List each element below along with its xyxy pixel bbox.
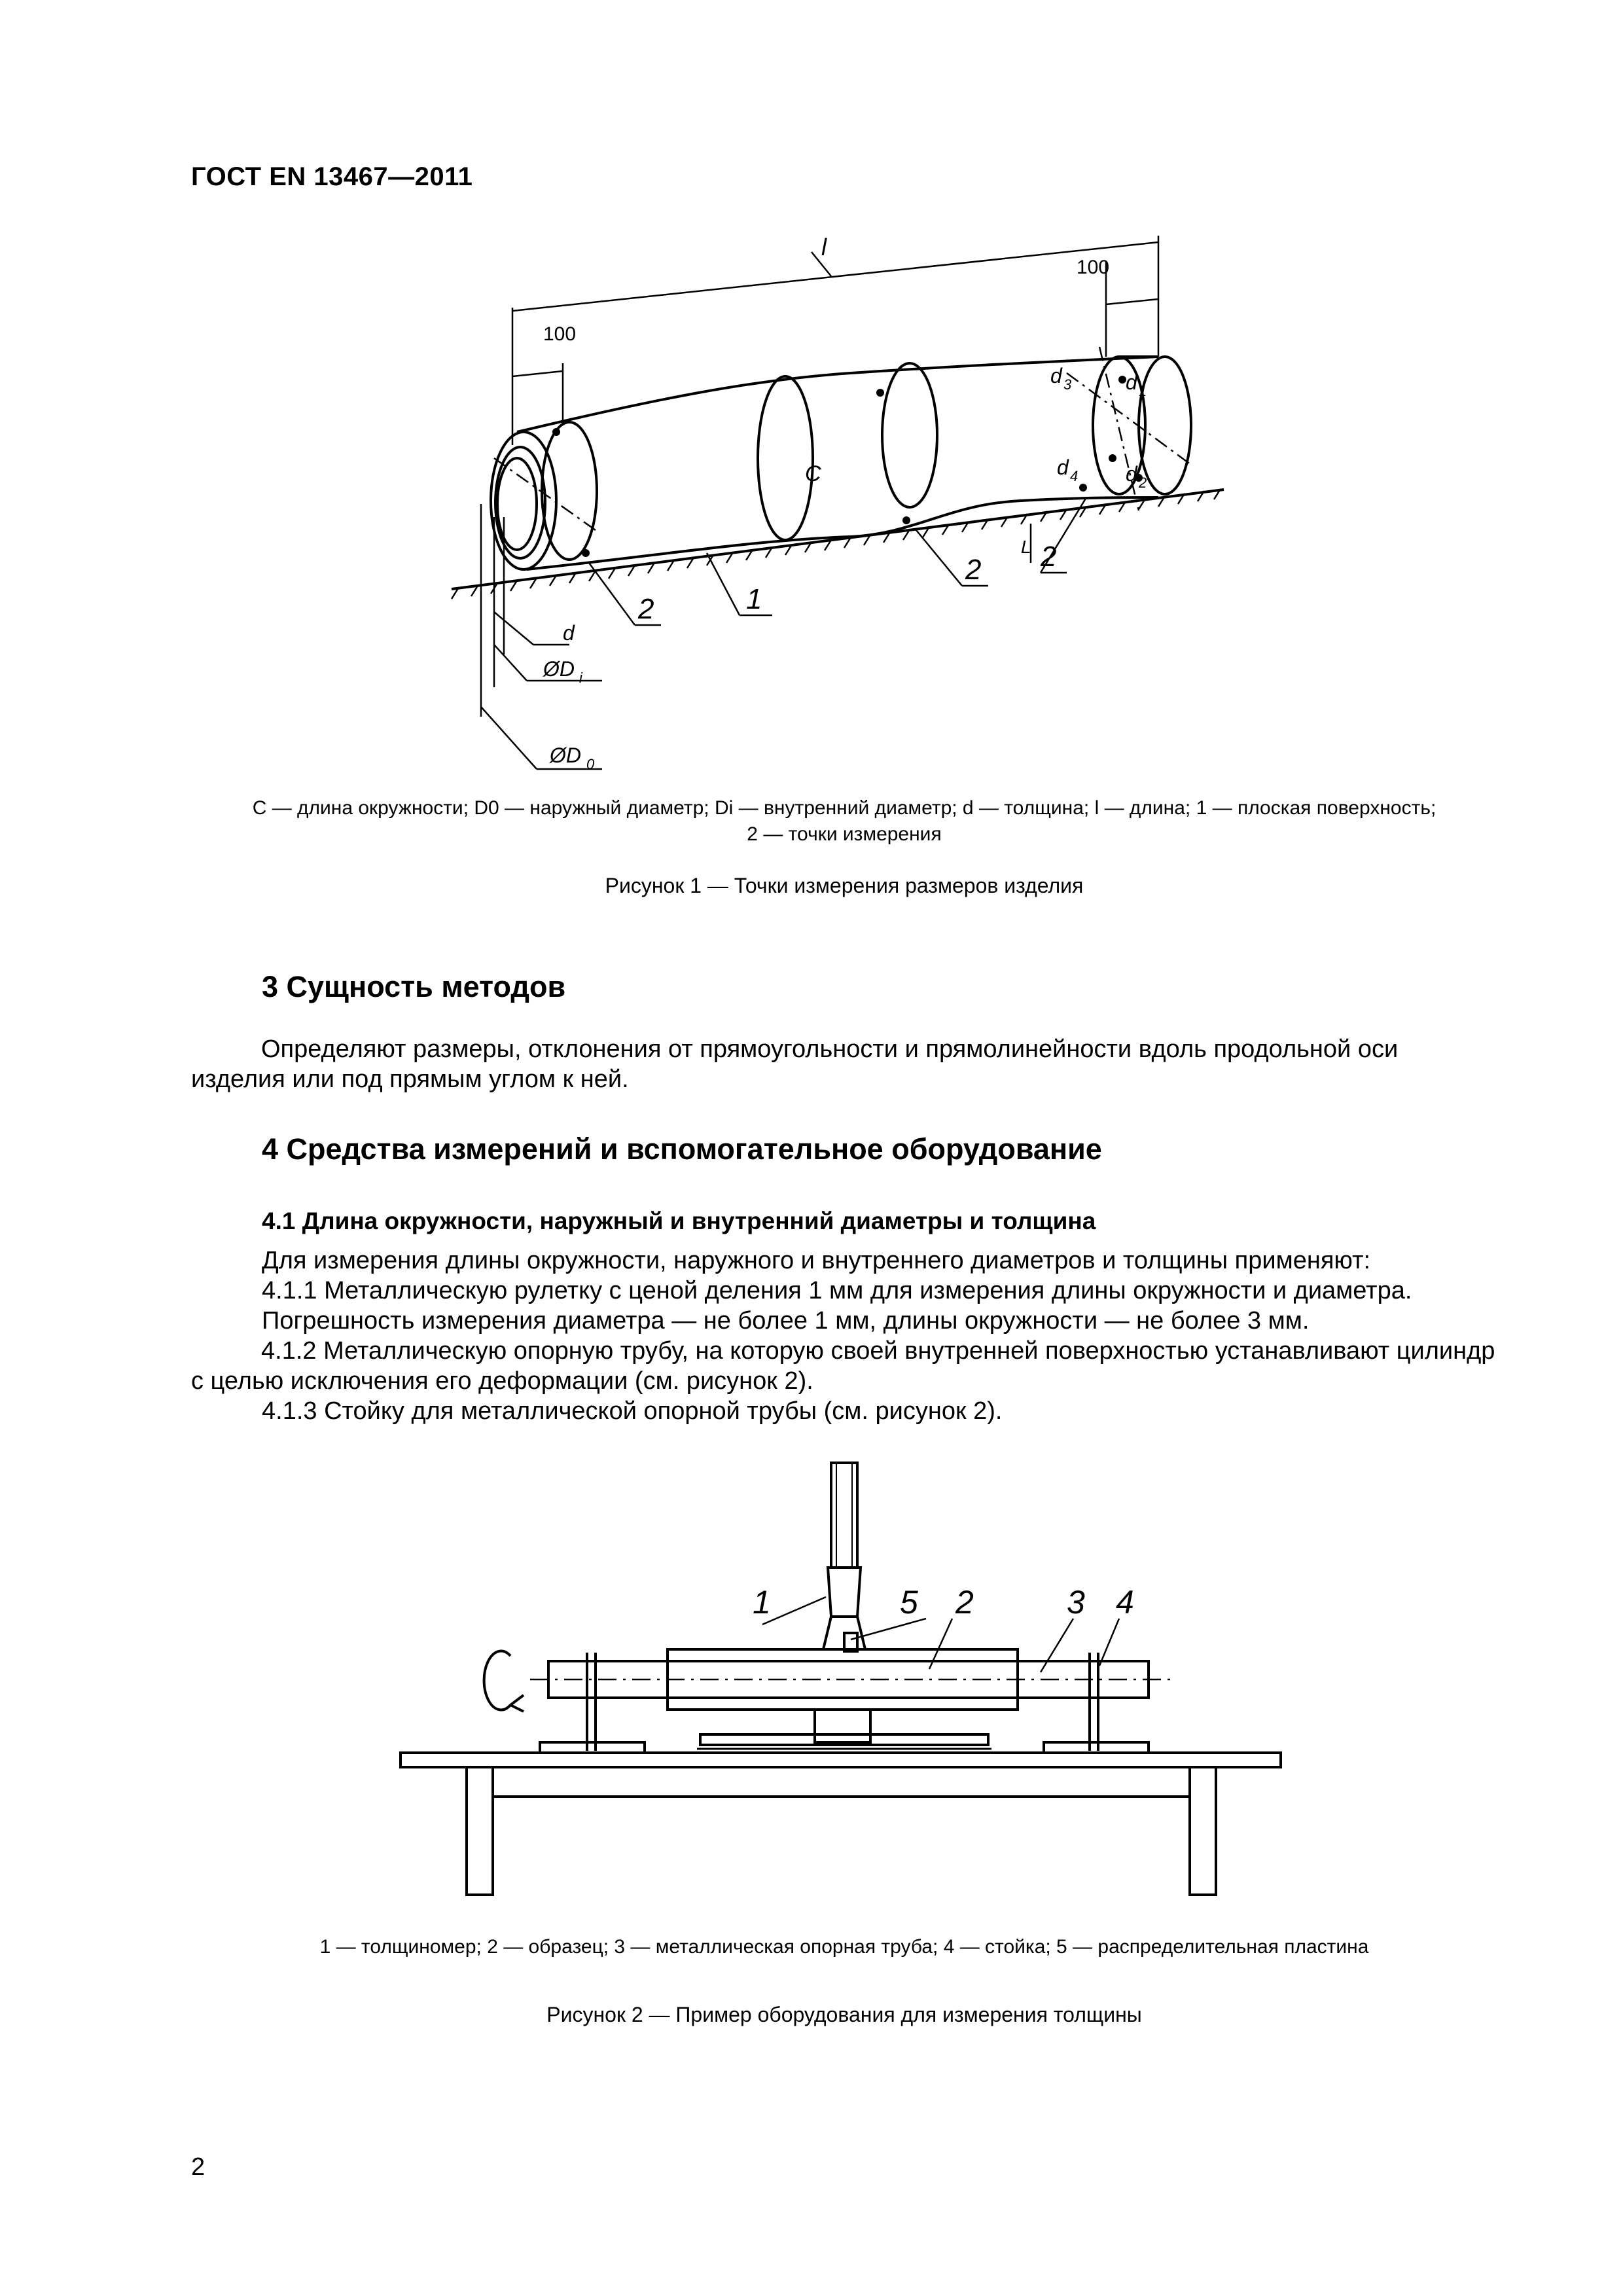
figure-1-caption: Рисунок 1 — Точки измерения размеров изделия — [605, 874, 1084, 897]
figure-2-caption: Рисунок 2 — Пример оборудования для измерения толщины — [546, 2003, 1142, 2026]
section-3-text: Определяют размеры, отклонения от прямоугольности и прямолинейности вдоль продольной оси изделия или под прямым углом к ней. — [191, 1035, 1399, 1093]
figure-1-legend-line-2: 2 — точки измерения — [747, 823, 942, 845]
section-4-paragraph-5: 4.1.3 Стойку для металлической опорной трубы (см. рисунок 2). — [262, 1397, 1003, 1425]
measuring-section-left — [542, 422, 597, 560]
table-leg-right — [1190, 1767, 1216, 1895]
label-d2-sub: 2 — [1139, 475, 1147, 491]
label-d4: d — [1057, 456, 1069, 479]
label-point-2-left: 2 — [638, 593, 654, 625]
figure-1-legend-line-1: C — длина окружности; D0 — наружный диаметр; Di — внутренний диаметр; d — толщина; l — длина; 1 — плоская поверхность; — [252, 797, 1436, 819]
label-length-l: l — [821, 234, 827, 260]
stand-right-base — [1044, 1742, 1149, 1753]
thickness-gauge-rod — [831, 1463, 857, 1568]
label-dim-100-left: 100 — [543, 323, 577, 345]
label-thickness-gauge: 1 — [753, 1584, 771, 1621]
label-d3-sub: 3 — [1063, 376, 1072, 393]
thickness-gauge-body — [828, 1568, 861, 1617]
figure-1-legend — [191, 795, 1497, 848]
section-4-paragraph-1: Для измерения длины окружности, наружного и внутреннего диаметров и толщины применяют: — [262, 1247, 1371, 1274]
label-inner-diameter-sub: i — [579, 670, 582, 686]
label-support-pipe: 3 — [1067, 1584, 1085, 1621]
page-number: 2 — [191, 2153, 205, 2181]
section-4-heading: 4 Средства измерений и вспомогательное оборудование — [262, 1132, 1102, 1166]
label-d3: d — [1050, 364, 1062, 387]
central-support — [815, 1710, 870, 1742]
label-d4-sub: 4 — [1070, 468, 1079, 484]
label-d1-sub: 1 — [1139, 383, 1147, 399]
pipe-top-edge — [517, 357, 1158, 432]
label-deviation-l: L — [1021, 537, 1031, 557]
section-4-paragraph-4: 4.1.2 Металлическую опорную трубу, на которую своей внутренней поверхностью устанавливают цилиндр с целью исключения его деформации (см. рисунок 2). — [191, 1337, 1495, 1395]
label-outer-diameter-sub: 0 — [586, 756, 595, 772]
table-top — [401, 1753, 1281, 1767]
label-d1: d — [1126, 370, 1137, 394]
label-point-2-right: 2 — [1041, 541, 1057, 573]
label-inner-diameter: ØD — [543, 657, 575, 681]
flat-surface-line — [452, 490, 1224, 589]
label-d2: d — [1126, 462, 1137, 486]
figure-2-drawing — [0, 1453, 1623, 1911]
measuring-section-c — [758, 376, 813, 540]
table-leg-left — [467, 1767, 493, 1895]
label-dim-100-right: 100 — [1077, 257, 1110, 278]
label-flat-surface: 1 — [746, 583, 762, 615]
label-outer-diameter: ØD — [550, 744, 581, 767]
label-thickness-d: d — [563, 621, 575, 645]
section-4-paragraph-3: Погрешность измерения диаметра — не более 1 мм, длины окружности — не более 3 мм. — [262, 1307, 1310, 1335]
label-circumference-c: C — [805, 461, 821, 486]
measuring-section-mid — [882, 363, 937, 507]
label-specimen: 2 — [955, 1584, 974, 1621]
stand-left-base — [540, 1742, 645, 1753]
ground-hatching — [452, 489, 1221, 599]
section-4-paragraph-2: 4.1.1 Металлическую рулетку с ценой деления 1 мм для измерения длины окружности и диаметра. — [262, 1277, 1412, 1304]
section-3-heading: 3 Сущность методов — [262, 970, 566, 1003]
rotation-arrow-icon — [484, 1651, 510, 1710]
section-4-1-heading: 4.1 Длина окружности, наружный и внутренний диаметры и толщина — [262, 1208, 1096, 1234]
figure-2-legend: 1 — толщиномер; 2 — образец; 3 — металлическая опорная труба; 4 — стойка; 5 — распределительная пластина — [319, 1936, 1369, 1958]
label-distribution-plate: 5 — [900, 1584, 918, 1621]
document-header: ГОСТ EN 13467—2011 — [191, 162, 473, 191]
figure-1-drawing — [0, 0, 1623, 785]
label-stand: 4 — [1116, 1584, 1134, 1621]
label-point-2-mid: 2 — [965, 554, 982, 586]
